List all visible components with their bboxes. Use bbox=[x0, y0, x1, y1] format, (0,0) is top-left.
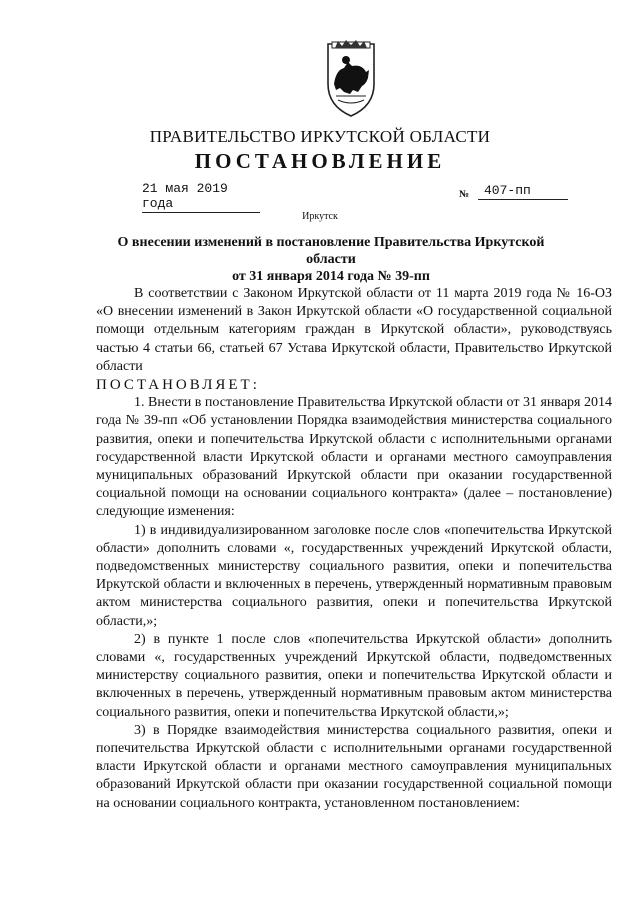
city-name: Иркутск bbox=[302, 211, 338, 222]
title-line: О внесении изменений в постановление Правительства Иркутской области bbox=[117, 235, 545, 267]
body-paragraph: 3) в Порядке взаимодействия министерства социального развития, опеки и попечительства Иркутской области с исполнительными органами государственной власти Иркутской области и органами местного самоуправления муниципальных образований Иркутской области при оказании государственной социальной помощи на основании социального контракта, установленном постановлением: bbox=[96, 722, 612, 811]
document-number: 407-пп bbox=[478, 183, 568, 200]
title-line: от 31 января 2014 года № 39-пп bbox=[232, 269, 430, 284]
body-paragraph: 1. Внести в постановление Правительства Иркутской области от 31 января 2014 года № 39-пп «Об установлении Порядка взаимодействия министерства социального развития, опеки и попечительства Иркутской области с исполнительными органами государственной власти Иркутской области и органами местного самоуправления муниципальных образований Иркутской области при оказании государственной социальной помощи на основании социального контракта» (далее – постановление) следующие изменения: bbox=[96, 395, 612, 520]
intro-paragraph: В соответствии с Законом Иркутской области от 11 марта 2019 года № 16-ОЗ «О внесении изменений в Закон Иркутской области «О государственной социальной помощи отдельным категориям граждан в Иркутской области», руководствуясь частью 4 статьи 66, статьей 67 Устава Иркутской области, Правительство Иркутской области bbox=[96, 286, 612, 374]
document-type: ПОСТАНОВЛЕНИЕ bbox=[194, 149, 446, 173]
coat-of-arms-icon bbox=[322, 40, 380, 118]
body-paragraph: 1) в индивидуализированном заголовке после слов «попечительства Иркутской области» дополнить словами «, государственных учреждений Иркутской области, подведомственных министерству социального развития, опеки и попечительства Иркутской области и включенных в перечень, утвержденный нормативным правовым актом министерства социального развития, опеки и попечительства Иркутской области,»; bbox=[96, 522, 612, 629]
body-paragraph: 2) в пункте 1 после слов «попечительства Иркутской области» дополнить словами «, государственных учреждений Иркутской области, подведомственных министерству социального развития, опеки и попечительства Иркутской области и включенных в перечень, утвержденный нормативным правовым актом министерства социального развития, опеки и попечительства Иркутской области,»; bbox=[96, 631, 612, 720]
document-body bbox=[96, 285, 612, 813]
document-date: 21 мая 2019 года bbox=[142, 181, 260, 213]
document-title bbox=[96, 234, 566, 285]
resolution-word: ПОСТАНОВЛЯЕТ: bbox=[96, 377, 260, 394]
government-name: ПРАВИТЕЛЬСТВО ИРКУТСКОЙ ОБЛАСТИ bbox=[149, 127, 491, 146]
number-label: № bbox=[459, 189, 470, 200]
